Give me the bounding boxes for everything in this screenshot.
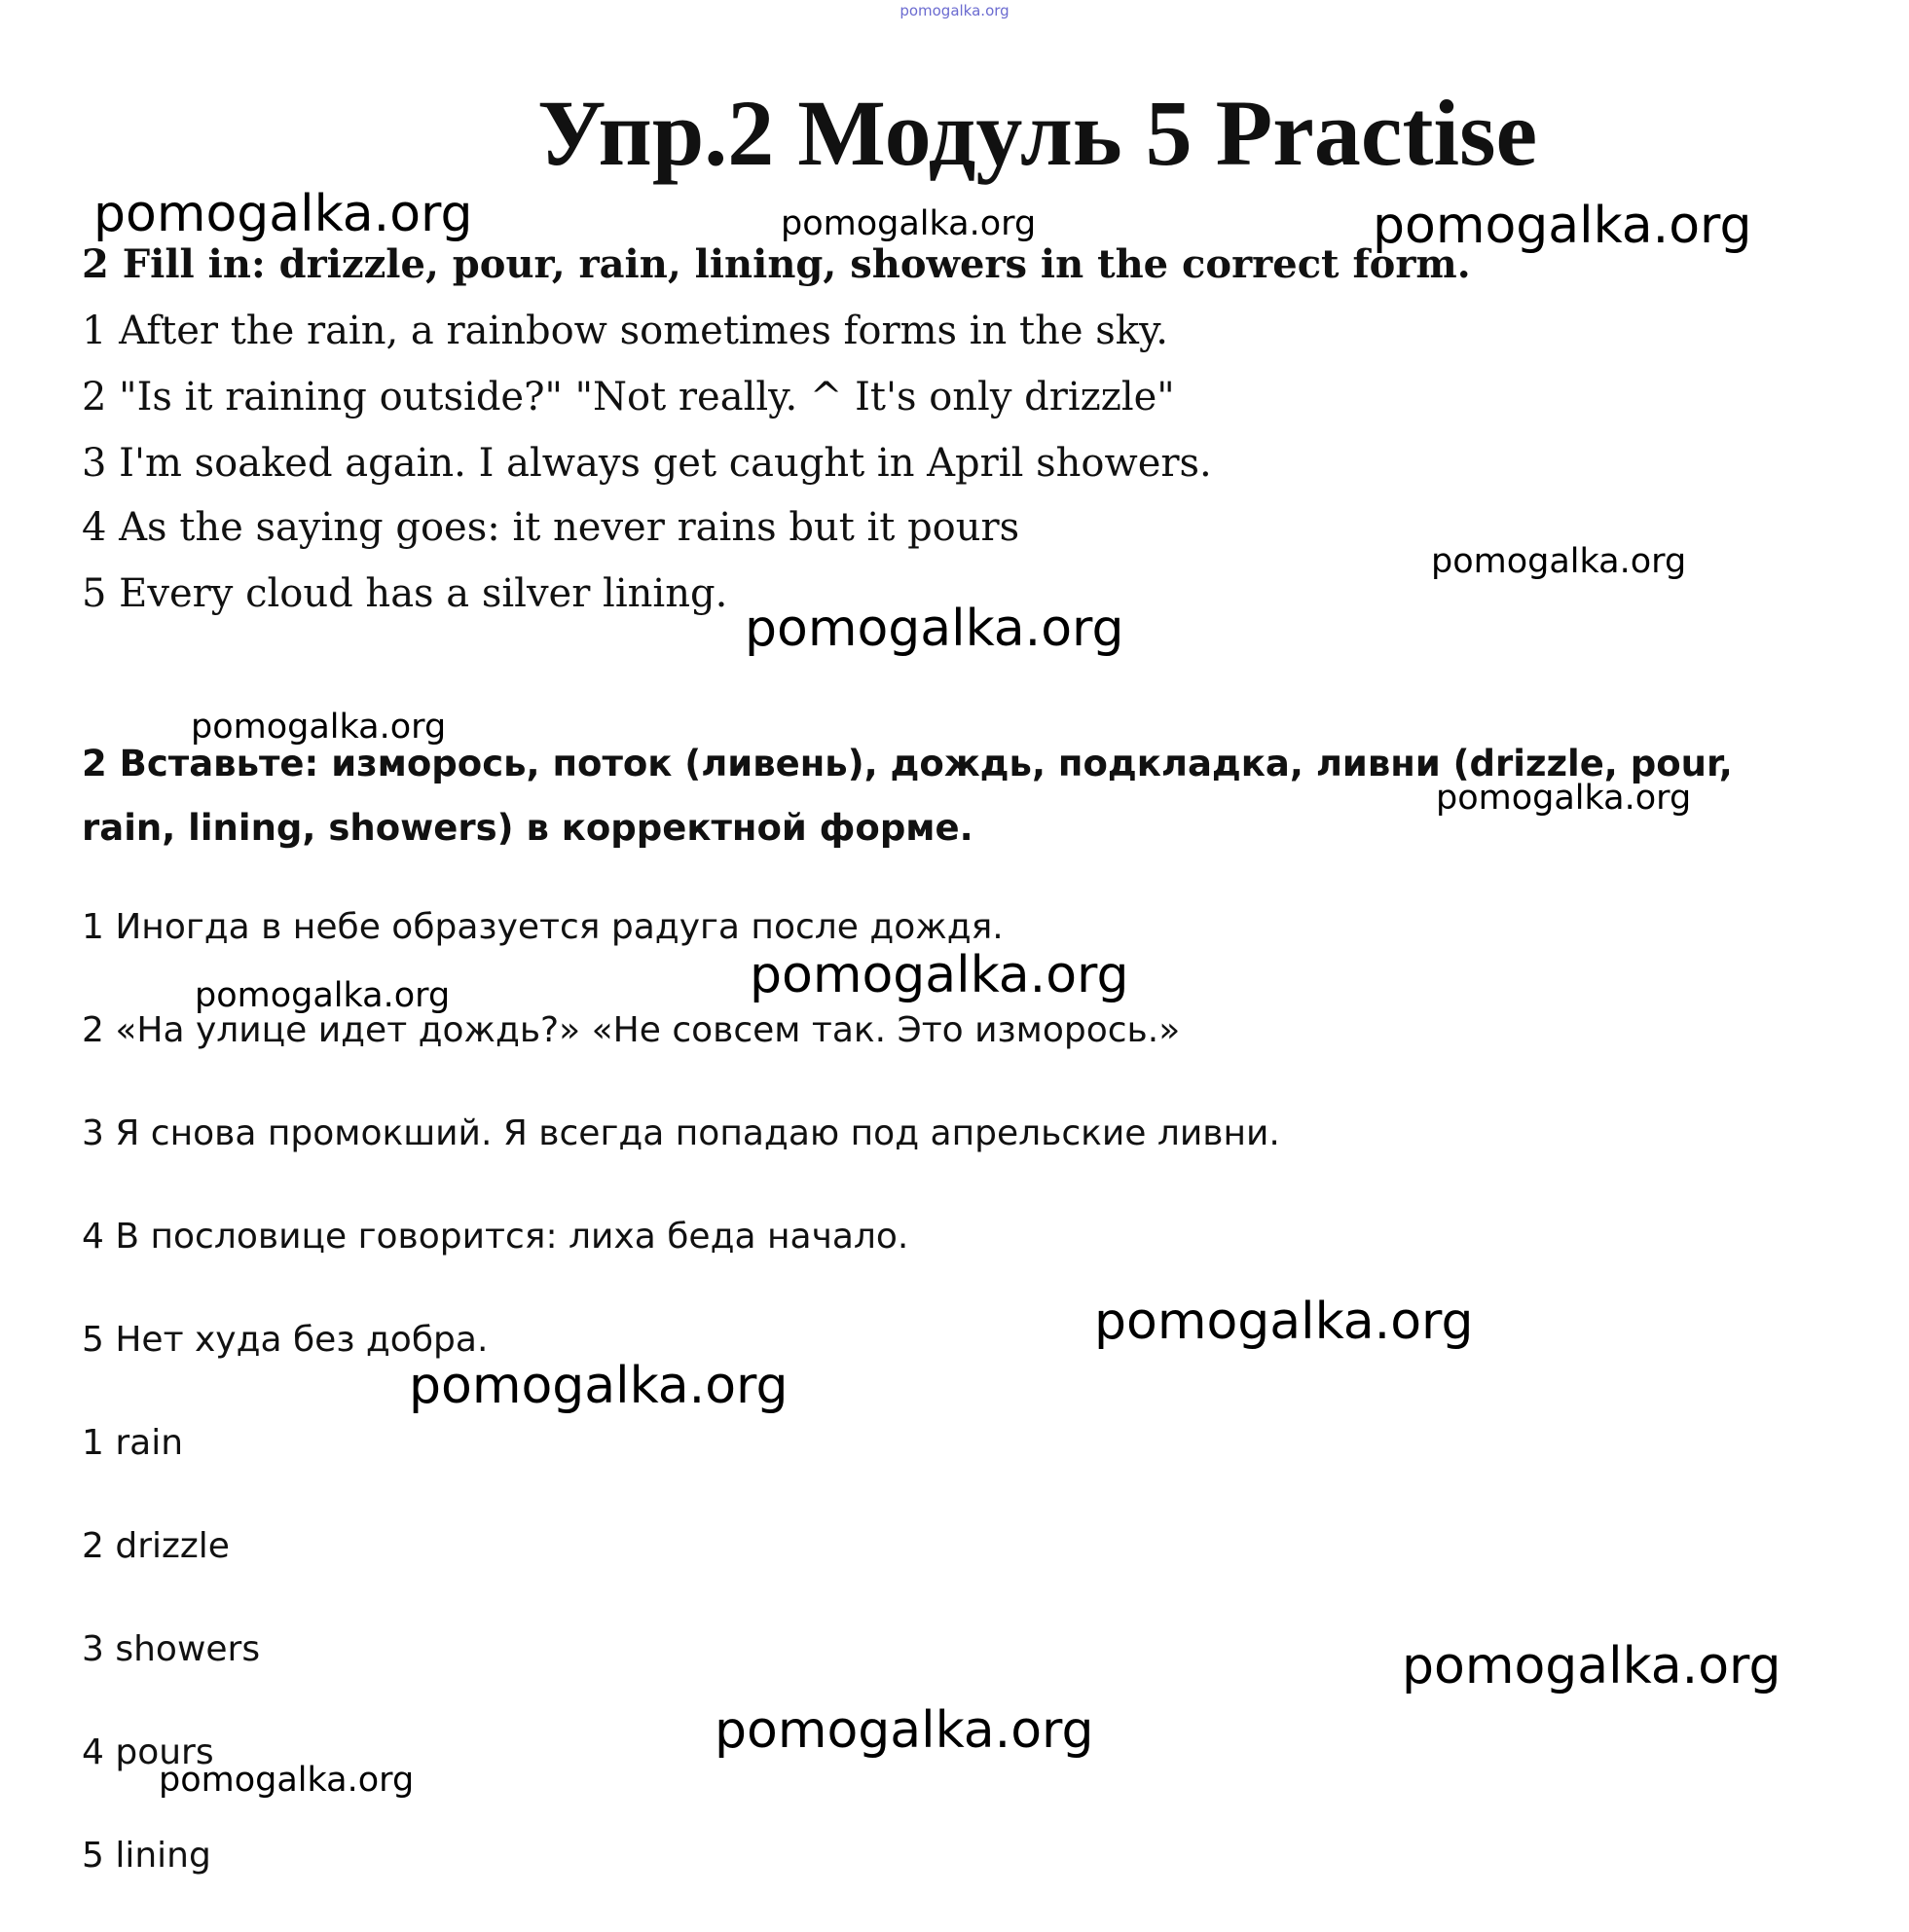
watermark: pomogalka.org <box>1431 542 1687 581</box>
site-watermark-top: pomogalka.org <box>899 2 1010 19</box>
english-line: 1 After the rain, a rainbow sometimes forms in the sky. <box>82 309 1168 353</box>
watermark: pomogalka.org <box>715 1701 1094 1760</box>
english-line: 3 I'm soaked again. I always get caught in April showers. <box>82 441 1212 486</box>
watermark: pomogalka.org <box>745 600 1124 658</box>
watermark: pomogalka.org <box>159 1761 415 1800</box>
russian-heading: 2 Вставьте: изморось, поток (ливень), дождь, подкладка, ливни (drizzle, pour, rain, lining, showers) в корректной форме. <box>82 743 1733 849</box>
watermark: pomogalka.org <box>1402 1637 1781 1695</box>
english-line: 2 "Is it raining outside?" "Not really. ^ It's only drizzle" <box>82 375 1175 419</box>
english-line: 4 As the saying goes: it never rains but it pours <box>82 505 1020 550</box>
russian-line: 1 Иногда в небе образуется радуга после дождя. <box>82 907 1004 947</box>
russian-line: 2 «На улице идет дождь?» «Не совсем так. Это изморось.» <box>82 1010 1181 1050</box>
watermark: pomogalka.org <box>1094 1293 1474 1351</box>
watermark: pomogalka.org <box>781 204 1037 243</box>
answer-line: 5 lining <box>82 1836 211 1876</box>
answer-line: 2 drizzle <box>82 1526 230 1566</box>
answer-line: 4 pours <box>82 1732 214 1772</box>
russian-line: 5 Нет худа без добра. <box>82 1320 489 1360</box>
answer-line: 1 rain <box>82 1423 184 1463</box>
russian-line: 3 Я снова промокший. Я всегда попадаю под апрельские ливни. <box>82 1113 1280 1153</box>
watermark: pomogalka.org <box>195 976 451 1015</box>
english-heading: 2 Fill in: drizzle, pour, rain, lining, showers in the correct form. <box>82 241 1471 287</box>
watermark: pomogalka.org <box>1436 779 1692 818</box>
watermark: pomogalka.org <box>409 1357 789 1415</box>
page-title: Упр.2 Модуль 5 Practise <box>536 81 1538 185</box>
watermark: pomogalka.org <box>191 708 447 747</box>
answer-line: 3 showers <box>82 1629 261 1669</box>
russian-line: 4 В пословице говорится: лиха беда начало. <box>82 1217 909 1257</box>
watermark: pomogalka.org <box>750 946 1129 1004</box>
english-line: 5 Every cloud has a silver lining. <box>82 571 728 616</box>
watermark: pomogalka.org <box>93 185 473 243</box>
watermark: pomogalka.org <box>1373 197 1752 255</box>
